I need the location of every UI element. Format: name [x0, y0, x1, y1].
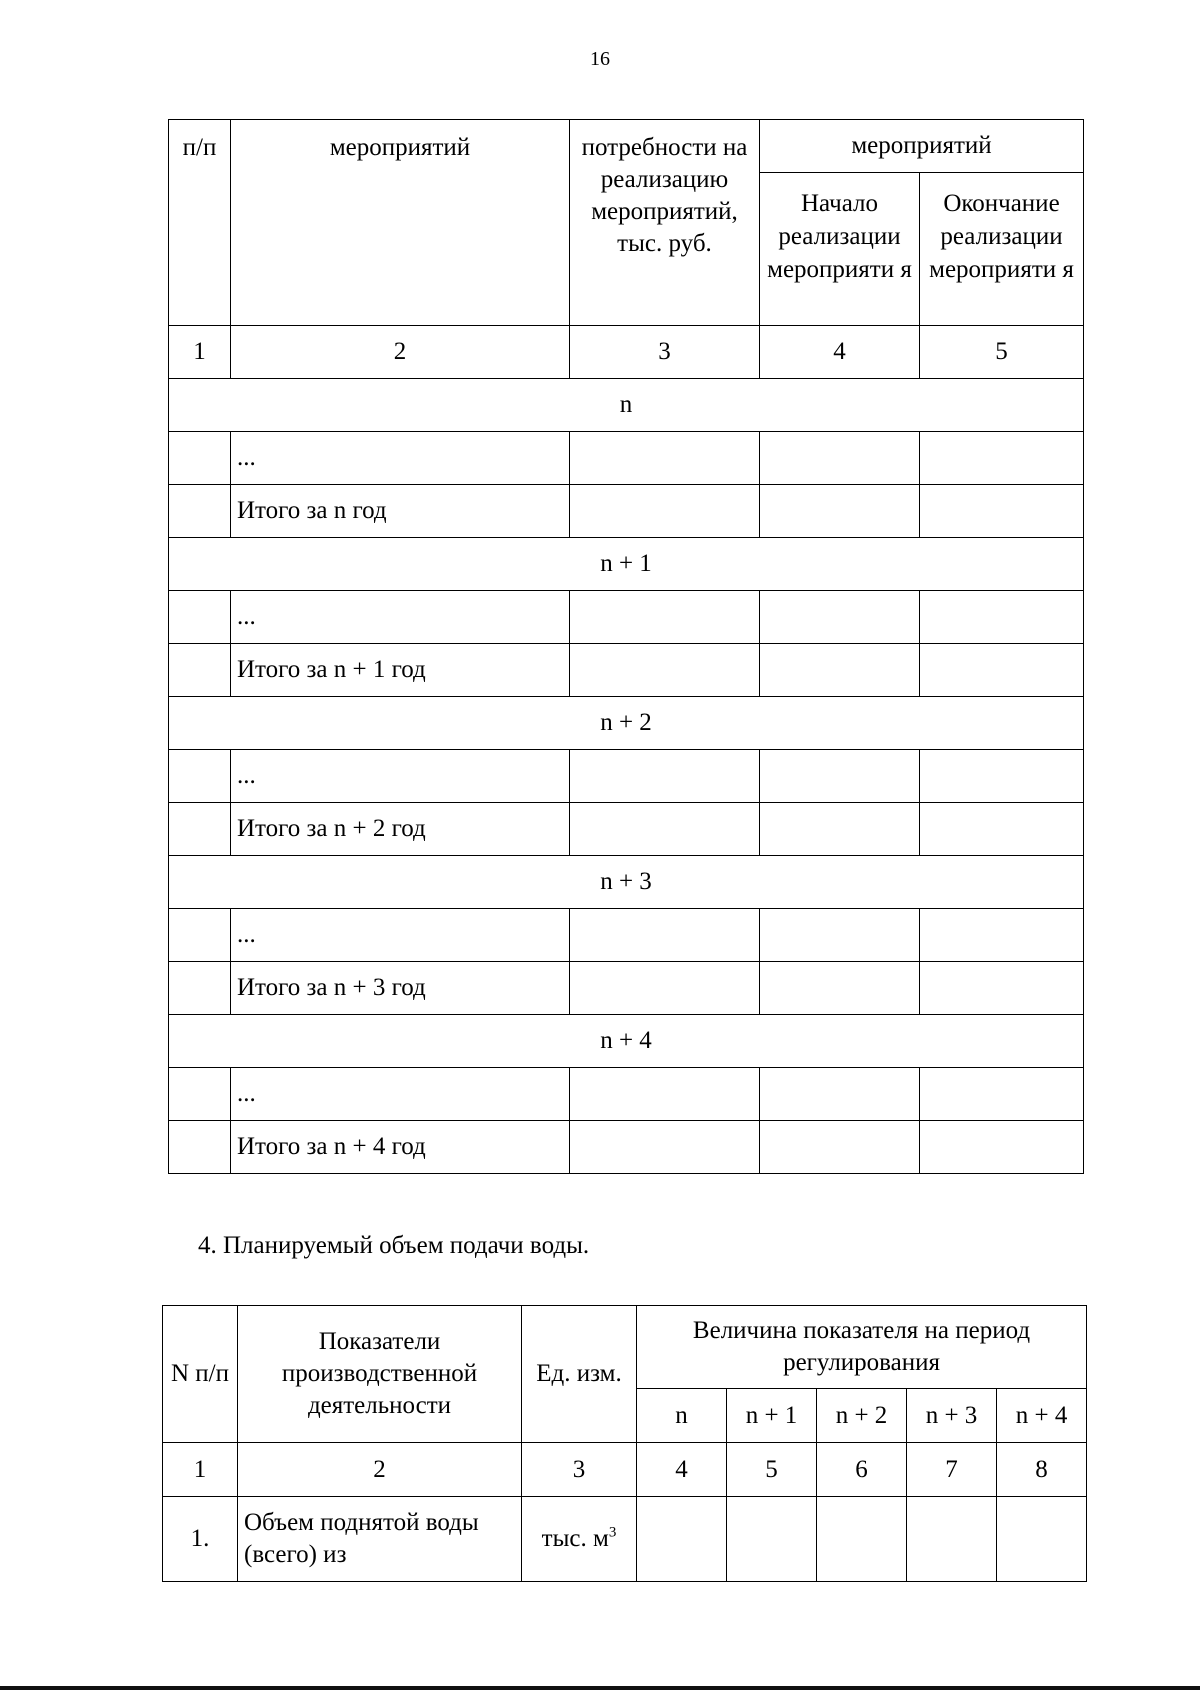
ellipsis-cell: ... — [231, 750, 570, 803]
row-number: 1. — [163, 1497, 238, 1582]
water-supply-table — [162, 1305, 1087, 1582]
header-cell-timing: мероприятий — [760, 120, 1084, 173]
ellipsis-cell: ... — [231, 432, 570, 485]
year-total-label: Итого за n + 4 год — [231, 1121, 570, 1174]
column-number: 3 — [522, 1443, 637, 1497]
period-cell: n + 2 — [817, 1389, 907, 1443]
unit-superscript: 3 — [608, 1524, 617, 1541]
column-number: 1 — [163, 1443, 238, 1497]
year-header: n — [169, 379, 1084, 432]
period-cell: n + 4 — [997, 1389, 1087, 1443]
year-header: n + 4 — [169, 1015, 1084, 1068]
header-cell-npp: N п/п — [163, 1306, 238, 1443]
column-number: 5 — [727, 1443, 817, 1497]
column-number: 8 — [997, 1443, 1087, 1497]
year-total-label: Итого за n + 2 год — [231, 803, 570, 856]
year-total-label: Итого за n + 3 год — [231, 962, 570, 1015]
ellipsis-cell: ... — [231, 1068, 570, 1121]
header-cell-end: Окончание реализации мероприяти я — [920, 173, 1084, 326]
header-cell-measures: мероприятий — [231, 120, 570, 326]
section-heading: 4. Планируемый объем подачи воды. — [198, 1232, 590, 1259]
ellipsis-cell: ... — [231, 591, 570, 644]
page-bottom-rule — [0, 1686, 1200, 1690]
column-number: 2 — [231, 326, 570, 379]
header-cell-indicators: Показатели производственной деятельности — [238, 1306, 522, 1443]
year-header: n + 1 — [169, 538, 1084, 591]
period-cell: n + 3 — [907, 1389, 997, 1443]
header-cell-start: Начало реализации мероприяти я — [760, 173, 920, 326]
indicator-name: Объем поднятой воды (всего) из — [238, 1497, 522, 1582]
column-number: 4 — [637, 1443, 727, 1497]
ellipsis-cell: ... — [231, 909, 570, 962]
column-number: 4 — [760, 326, 920, 379]
column-number: 3 — [570, 326, 760, 379]
year-total-label: Итого за n год — [231, 485, 570, 538]
column-number: 2 — [238, 1443, 522, 1497]
column-number: 7 — [907, 1443, 997, 1497]
header-cell-npp: п/п — [169, 120, 231, 326]
year-header: n + 3 — [169, 856, 1084, 909]
header-cell-needs: потребности на реализацию мероприятий, тыс. руб. — [570, 120, 760, 326]
year-header: n + 2 — [169, 697, 1084, 750]
measures-table — [168, 119, 1084, 1174]
header-cell-unit: Ед. изм. — [522, 1306, 637, 1443]
unit-cell — [522, 1497, 637, 1582]
page-number: 16 — [590, 48, 610, 70]
period-cell: n + 1 — [727, 1389, 817, 1443]
period-cell: n — [637, 1389, 727, 1443]
unit-text: тыс. м — [541, 1525, 609, 1552]
header-cell-period: Величина показателя на период регулирования — [637, 1306, 1087, 1389]
column-number: 1 — [169, 326, 231, 379]
column-number: 5 — [920, 326, 1084, 379]
year-total-label: Итого за n + 1 год — [231, 644, 570, 697]
column-number: 6 — [817, 1443, 907, 1497]
